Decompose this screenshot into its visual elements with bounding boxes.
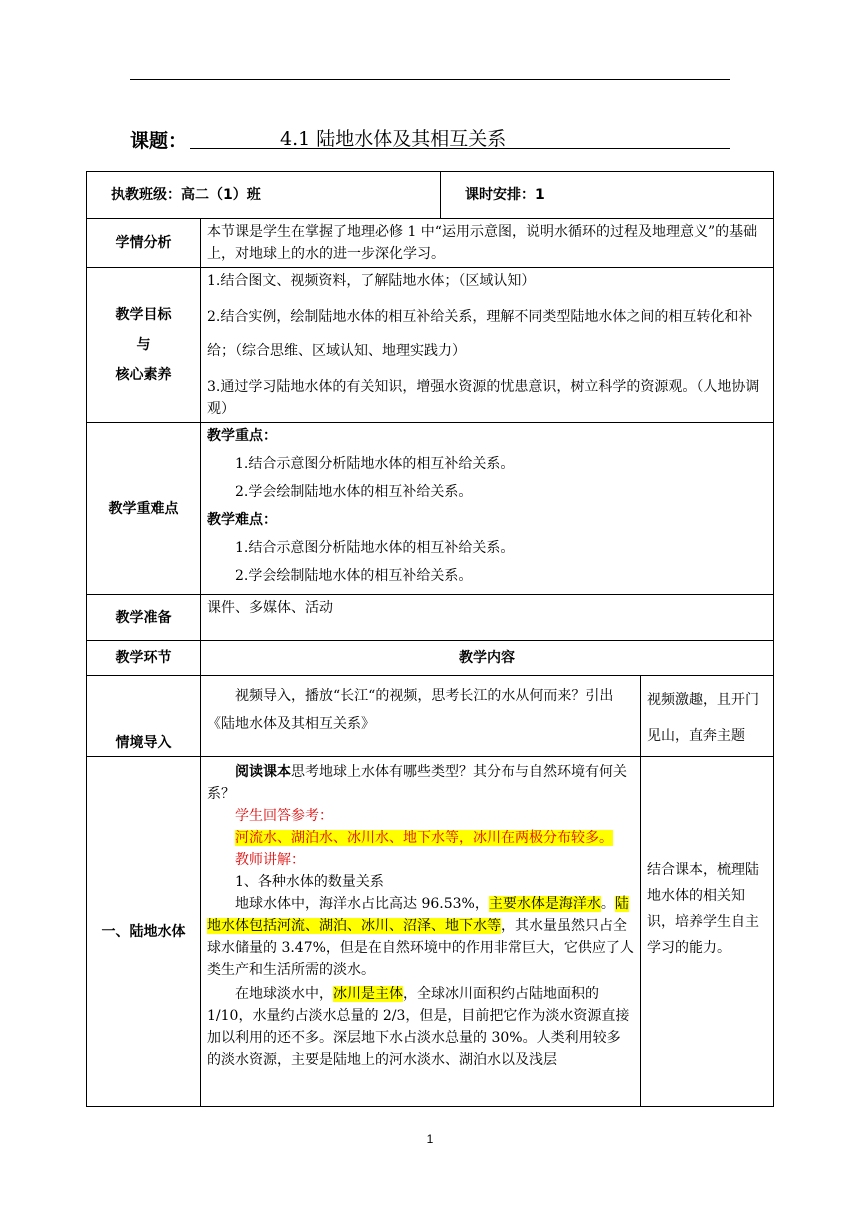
focus-item: 2.学会绘制陆地水体的相互补给关系。 — [235, 484, 473, 500]
p1-highlight-1: 主要水体是海洋水 — [488, 896, 601, 912]
student-answer: 河流水、湖泊水、冰川水、地下水等，冰川在两极分布较多。 — [235, 830, 613, 846]
difficulty-title: 教学难点： — [207, 512, 277, 528]
hours-info: 课时安排：1 — [441, 172, 774, 219]
intro-row — [87, 676, 774, 757]
difficulty-item: 1.结合示意图分析陆地水体的相互补给关系。 — [235, 540, 515, 556]
p1-text-c: ，其水量虽然只占全球水储量的 3.47%，但是在自然环境中的作用非常巨大，它供应了人类生产和生活所需的淡水。 — [207, 918, 634, 978]
p2-highlight: 冰川是主体 — [333, 986, 403, 1002]
page-title: 4.1 陆地水体及其相互关系 — [280, 128, 507, 150]
title-row — [130, 122, 730, 150]
title-label: 课题： — [130, 130, 188, 152]
goal-item: 2.结合实例，绘制陆地水体的相互补给关系，理解不同类型陆地水体之间的相互转化和补给；（综合思维、区域认知、地理实践力） — [207, 309, 753, 359]
class-info: 执教班级：高二（1）班 — [87, 172, 441, 219]
goals-row — [87, 268, 774, 423]
p1-text-b: 。 — [600, 896, 615, 912]
paragraph-1 — [207, 893, 634, 981]
prep-row — [87, 595, 774, 641]
paragraph-2 — [207, 983, 634, 1071]
page-number: 1 — [426, 1132, 434, 1146]
section-header-row — [87, 641, 774, 676]
focus-item: 1.结合示意图分析陆地水体的相互补给关系。 — [235, 456, 515, 472]
intro-label: 情境导入 — [87, 676, 201, 757]
analysis-label: 学情分析 — [87, 219, 201, 268]
difficulty-item: 2.学会绘制陆地水体的相互补给关系。 — [235, 568, 473, 584]
prep-label: 教学准备 — [87, 595, 201, 641]
intro-note: 视频激趣，且开门见山，直奔主题 — [641, 676, 774, 757]
intro-paragraph: 视频导入，播放“长江“的视频，思考长江的水从何而来？引出《陆地水体及其相互关系》 — [207, 688, 614, 732]
p2-text-a: 在地球淡水中， — [235, 986, 333, 1002]
lesson-plan-table — [86, 171, 774, 1107]
p1-text-a: 地球水体中，海洋水占比高达 96.53%， — [235, 896, 489, 912]
keypoints-content — [201, 423, 774, 595]
goal-item: 3.通过学习陆地水体的有关知识，增强水资源的忧患意识，树立科学的资源观。（人地协调观） — [207, 379, 760, 417]
header-rule — [130, 79, 730, 80]
read-bold: 阅读课本 — [235, 764, 291, 780]
goal-item: 1.结合图文、视频资料，了解陆地水体；（区域认知） — [207, 273, 536, 289]
section-label-header: 教学环节 — [87, 641, 201, 676]
part1-row — [87, 757, 774, 1107]
part1-content — [201, 757, 641, 1107]
sub-heading: 1、各种水体的数量关系 — [235, 874, 384, 890]
intro-text — [201, 676, 641, 757]
goals-label-3: 核心素养 — [115, 367, 172, 383]
analysis-row — [87, 219, 774, 268]
part1-note: 结合课本，梳理陆地水体的相关知识，培养学生自主学习的能力。 — [641, 757, 774, 1107]
p1-highlight-2: 陆地水体包括河流、湖泊、冰川、沼泽、地下水等 — [207, 896, 629, 934]
read-rest: 思考地球上水体有哪些类型？其分布与自然环境有何关系？ — [207, 764, 627, 802]
p2-text-b: ，全球冰川面积约占陆地面积的 1/10，水量约占淡水总量的 2/3，但是，目前把它作为淡水资源直接加以利用的还不多。深层地下水占淡水总量的 30%。人类利用较多的淡水资源，主要是陆地上的河水淡水、湖泊水以及浅层 — [207, 986, 630, 1068]
title-underline — [190, 148, 730, 149]
goals-content — [201, 268, 774, 423]
focus-title: 教学重点： — [207, 428, 277, 444]
analysis-text: 本节课是学生在掌握了地理必修 1 中“运用示意图，说明水循环的过程及地理意义”的基础上，对地球上的水的进一步深化学习。 — [201, 219, 774, 268]
goals-label — [87, 268, 201, 423]
read-paragraph — [207, 761, 634, 805]
section-content-header: 教学内容 — [201, 641, 774, 676]
goals-label-2: 与 — [136, 337, 151, 353]
student-answer-line — [207, 827, 634, 849]
prep-text: 课件、多媒体、活动 — [201, 595, 774, 641]
teacher-label: 教师讲解： — [235, 852, 305, 868]
keypoints-label: 教学重难点 — [87, 423, 201, 595]
student-ref: 学生回答参考： — [235, 808, 333, 824]
goals-label-1: 教学目标 — [115, 307, 172, 323]
part1-label: 一、陆地水体 — [87, 757, 201, 1107]
keypoints-row — [87, 423, 774, 595]
info-row — [87, 172, 774, 219]
